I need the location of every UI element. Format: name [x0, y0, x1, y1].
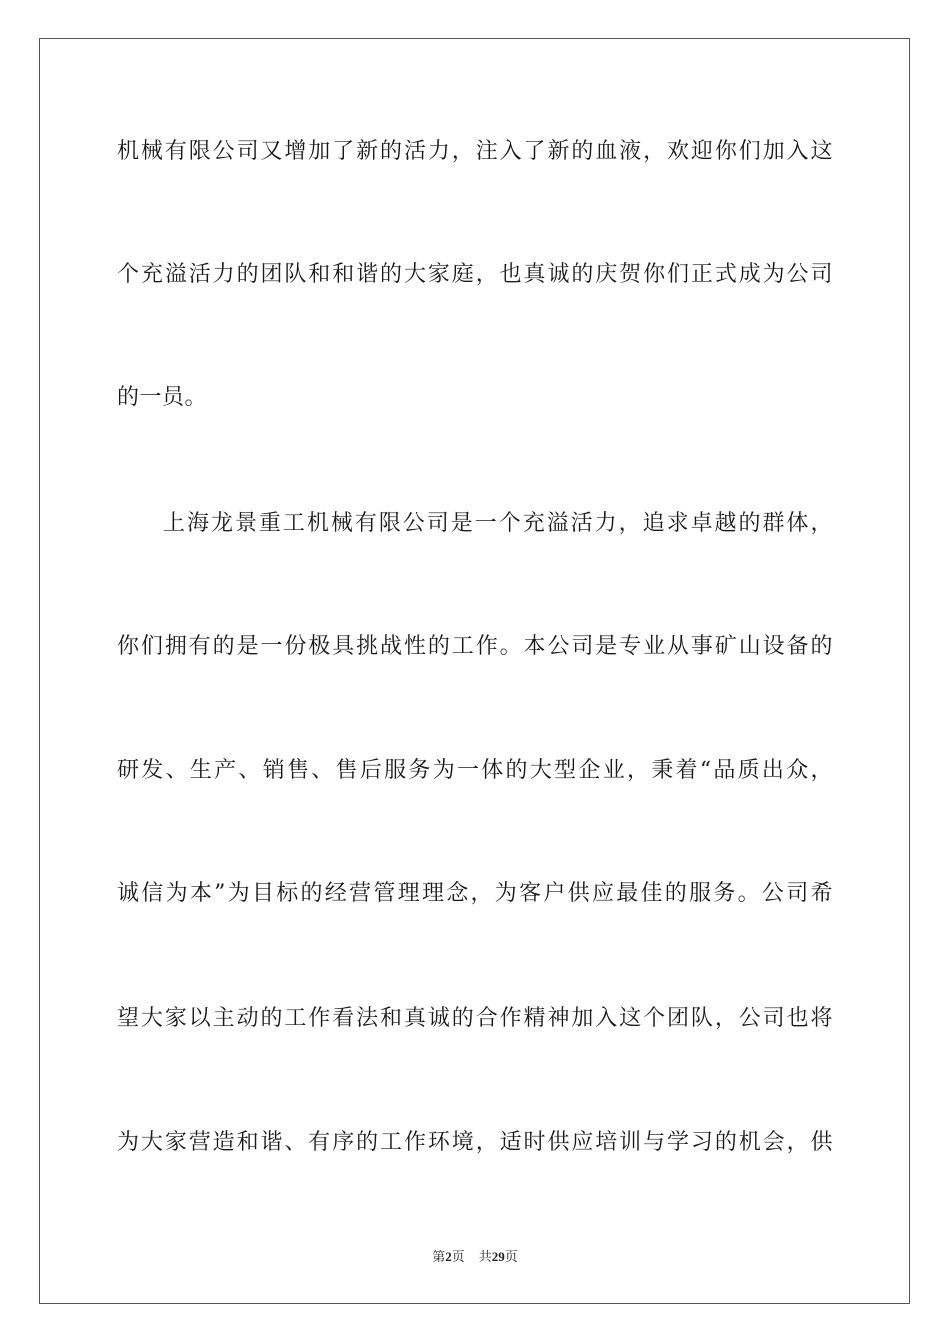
page-label-prefix: 第 [432, 1250, 446, 1265]
total-label-suffix: 页 [504, 1250, 518, 1265]
text-line-1: 机械有限公司又增加了新的活力，注入了新的血液，欢迎你们加入这 [117, 139, 833, 164]
total-label-prefix: 共 [478, 1250, 492, 1265]
text-line-4: 上海龙景重工机械有限公司是一个充溢活力，追求卓越的群体， [163, 511, 833, 536]
text-line-8: 望大家以主动的工作看法和真诚的合作精神加入这个团队，公司也将 [117, 1006, 833, 1031]
page-footer [0, 1246, 950, 1265]
page-number: 2 [445, 1249, 452, 1264]
text-line-5: 你们拥有的是一份极具挑战性的工作。本公司是专业从事矿山设备的 [117, 634, 833, 659]
page-label-suffix: 页 [451, 1250, 465, 1265]
text-line-9: 为大家营造和谐、有序的工作环境，适时供应培训与学习的机会，供 [117, 1130, 833, 1155]
text-line-7: 诚信为本”为目标的经营管理理念，为客户供应最佳的服务。公司希 [117, 881, 833, 906]
text-line-2: 个充溢活力的团队和和谐的大家庭，也真诚的庆贺你们正式成为公司 [117, 262, 833, 287]
page-frame [39, 38, 910, 1304]
text-line-6: 研发、生产、销售、售后服务为一体的大型企业，秉着“品质出众， [117, 758, 833, 783]
total-pages: 29 [491, 1249, 505, 1264]
text-line-3: 的一员。 [117, 385, 208, 410]
